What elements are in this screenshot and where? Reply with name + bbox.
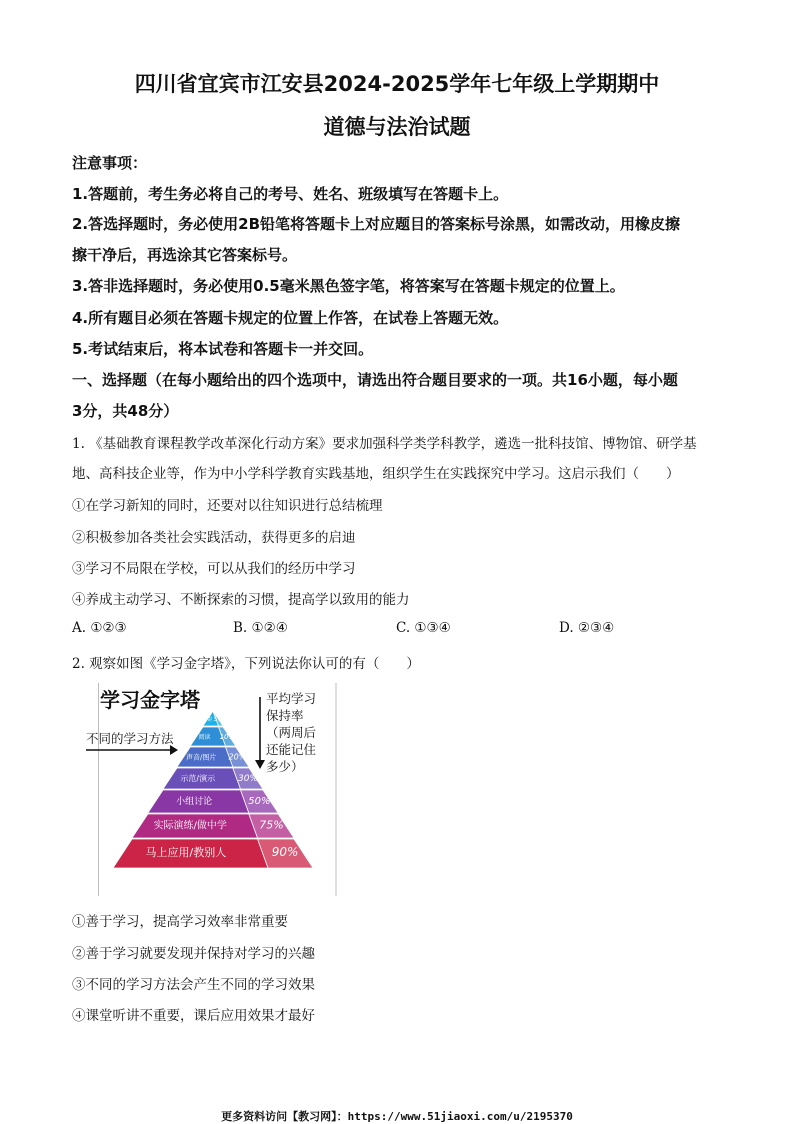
section-heading: 一、选择题（在每小题给出的四个选项中，请选出符合题目要求的一项。共16小题，每小题: [72, 371, 678, 389]
question-1-statement: ①在学习新知的同时，还要对以往知识进行总结梳理: [72, 498, 383, 514]
question-1-option-a: A. ①②③: [72, 620, 127, 636]
pyramid-rate-label: 75%: [259, 818, 284, 832]
question-1-option-b: B. ①②④: [233, 620, 288, 636]
pyramid-method-label: 阅读: [198, 734, 211, 741]
question-1-option-d: D. ②③④: [559, 620, 615, 636]
footer-link[interactable]: 更多资料访问【教习网】：https://www.51jiaoxi.com/u/2195370: [221, 1110, 573, 1123]
question-1-stem-cont: 地、高科技企业等，作为中小学科学教育实践基地，组织学生在实践探究中学习。这启示我们（ ）: [72, 466, 680, 482]
figure-left-label: 不同的学习方法: [86, 731, 174, 746]
notice-item: 擦干净后，再选涂其它答案标号。: [72, 246, 298, 264]
pyramid-rate-label: 90%: [271, 845, 299, 859]
pyramid-rate-label: 50%: [248, 796, 271, 807]
page-title-line1: 四川省宜宾市江安县2024-2025学年七年级上学期期中: [134, 72, 660, 96]
pyramid-rate-label: 20%: [228, 752, 247, 762]
figure-right-label-line: 保持率: [266, 708, 304, 723]
question-2-statement: ①善于学习，提高学习效率非常重要: [72, 914, 288, 930]
question-2-statement: ③不同的学习方法会产生不同的学习效果: [72, 977, 315, 993]
question-2-stem: 2. 观察如图《学习金字塔》，下列说法你认可的有（ ）: [72, 656, 420, 672]
notice-item: 4.所有题目必须在答题卡规定的位置上作答，在试卷上答题无效。: [72, 309, 509, 327]
figure-right-label-line: 还能记住: [266, 742, 317, 757]
question-1-stem: 1. 《基础教育课程教学改革深化行动方案》要求加强科学类学科教学，遴选一批科技馆、博物馆、研学基: [72, 436, 697, 452]
pyramid-rate-label: 5%: [213, 716, 224, 723]
pyramid-rate-label: 10%: [219, 733, 236, 741]
notice-item: 3.答非选择题时，务必使用0.5毫米黑色签字笔，将答案写在答题卡规定的位置上。: [72, 277, 625, 295]
page-title-line2: 道德与法治试题: [323, 115, 471, 139]
notice-heading: 注意事项：: [72, 154, 148, 172]
question-2-statement: ④课堂听讲不重要，课后应用效果才最好: [72, 1008, 315, 1024]
figure-right-label-line: （两周后: [266, 725, 317, 740]
notice-item: 2.答选择题时，务必使用2B铅笔将答题卡上对应题目的答案标号涂黑，如需改动，用橡皮擦: [72, 215, 681, 233]
question-1-statement: ②积极参加各类社会实践活动，获得更多的启迪: [72, 530, 356, 546]
pyramid-method-label: 声音/图片: [185, 753, 217, 762]
pyramid-method-label: 示范/演示: [180, 774, 216, 783]
figure-right-label-line: 多少）: [266, 759, 304, 774]
pyramid-rate-label: 30%: [238, 774, 259, 784]
figure-right-label-line: 平均学习: [266, 691, 317, 706]
figure-title: 学习金字塔: [100, 688, 200, 712]
question-1-statement: ④养成主动学习、不断探索的习惯，提高学以致用的能力: [72, 592, 410, 608]
pyramid-method-label: 实际演练/做中学: [153, 820, 227, 832]
learning-pyramid-figure: [86, 683, 338, 896]
section-heading-cont: 3分，共48分）: [72, 402, 179, 420]
question-1-option-c: C. ①③④: [396, 620, 451, 636]
notice-item: 5.考试结束后，将本试卷和答题卡一并交回。: [72, 340, 374, 358]
pyramid-method-label: 小组讨论: [176, 797, 213, 807]
question-1-statement: ③学习不局限在学校，可以从我们的经历中学习: [72, 561, 356, 577]
pyramid-method-label: 听讲: [202, 717, 213, 723]
question-2-statement: ②善于学习就要发现并保持对学习的兴趣: [72, 946, 315, 962]
notice-item: 1.答题前，考生务必将自己的考号、姓名、班级填写在答题卡上。: [72, 185, 509, 203]
pyramid-method-label: 马上应用/教别人: [145, 846, 227, 859]
